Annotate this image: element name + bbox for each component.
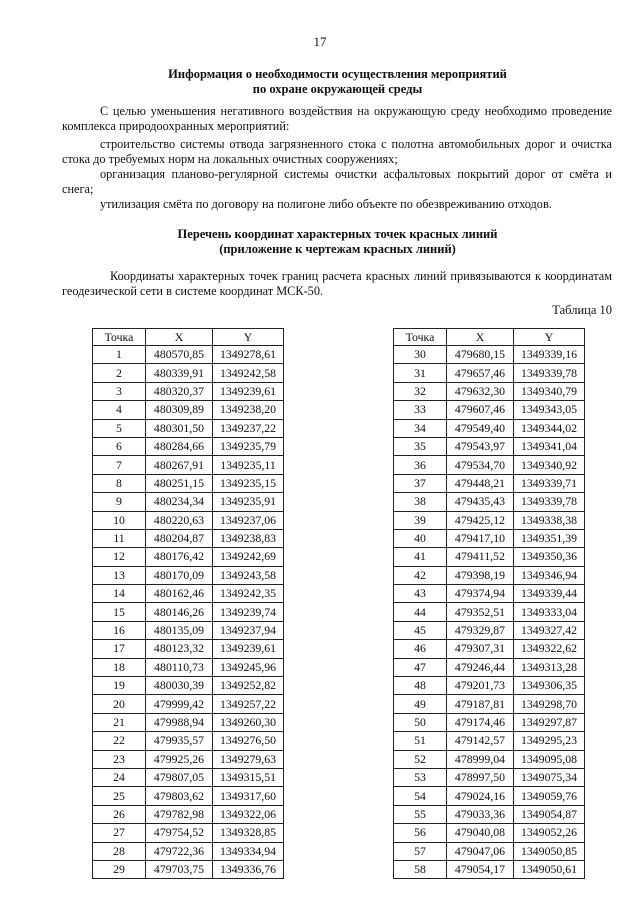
table-row — [394, 603, 585, 621]
cell-x: 479549,40 — [447, 419, 514, 437]
cell-point: 15 — [93, 603, 146, 621]
coordinates-table-right — [393, 328, 585, 879]
cell-y: 1349235,79 — [213, 437, 284, 455]
cell-y: 1349054,87 — [514, 805, 585, 823]
cell-x: 480301,50 — [146, 419, 213, 437]
cell-point: 5 — [93, 419, 146, 437]
cell-point: 53 — [394, 768, 447, 786]
cell-y: 1349327,42 — [514, 621, 585, 639]
cell-x: 479425,12 — [447, 511, 514, 529]
cell-y: 1349257,22 — [213, 695, 284, 713]
cell-point: 51 — [394, 732, 447, 750]
cell-x: 479054,17 — [447, 860, 514, 878]
table-row — [394, 640, 585, 658]
cell-point: 55 — [394, 805, 447, 823]
cell-y: 1349351,39 — [514, 529, 585, 547]
column-header-x: X — [146, 329, 213, 346]
cell-y: 1349252,82 — [213, 677, 284, 695]
cell-y: 1349346,94 — [514, 566, 585, 584]
table-row — [394, 805, 585, 823]
cell-point: 6 — [93, 437, 146, 455]
table-row — [93, 640, 284, 658]
cell-point: 29 — [93, 860, 146, 878]
cell-y: 1349295,23 — [514, 732, 585, 750]
table-row — [394, 768, 585, 786]
cell-point: 10 — [93, 511, 146, 529]
table-row — [93, 713, 284, 731]
table-row — [93, 437, 284, 455]
cell-x: 480146,26 — [146, 603, 213, 621]
cell-y: 1349235,11 — [213, 456, 284, 474]
cell-y: 1349317,60 — [213, 787, 284, 805]
cell-point: 42 — [394, 566, 447, 584]
cell-y: 1349245,96 — [213, 658, 284, 676]
cell-x: 480234,34 — [146, 493, 213, 511]
cell-x: 479435,43 — [447, 493, 514, 511]
table-row — [394, 474, 585, 492]
cell-y: 1349334,94 — [213, 842, 284, 860]
cell-x: 479607,46 — [447, 401, 514, 419]
table-row — [394, 750, 585, 768]
cell-x: 480320,37 — [146, 382, 213, 400]
cell-y: 1349237,22 — [213, 419, 284, 437]
cell-point: 52 — [394, 750, 447, 768]
cell-x: 480162,46 — [146, 585, 213, 603]
cell-point: 16 — [93, 621, 146, 639]
table-row — [394, 566, 585, 584]
cell-x: 480123,32 — [146, 640, 213, 658]
cell-point: 31 — [394, 364, 447, 382]
table-row — [394, 621, 585, 639]
cell-x: 479534,70 — [447, 456, 514, 474]
cell-y: 1349343,05 — [514, 401, 585, 419]
cell-x: 479040,08 — [447, 824, 514, 842]
cell-point: 1 — [93, 346, 146, 364]
table-row — [394, 713, 585, 731]
cell-x: 479352,51 — [447, 603, 514, 621]
section-title-line: Информация о необходимости осуществления мероприятий — [168, 67, 507, 81]
column-header-point: Точка — [394, 329, 447, 346]
table-row — [93, 382, 284, 400]
cell-point: 4 — [93, 401, 146, 419]
table-row — [394, 695, 585, 713]
cell-y: 1349315,51 — [213, 768, 284, 786]
cell-point: 7 — [93, 456, 146, 474]
table-row — [93, 529, 284, 547]
cell-x: 479307,31 — [447, 640, 514, 658]
cell-x: 479246,44 — [447, 658, 514, 676]
cell-point: 21 — [93, 713, 146, 731]
cell-x: 479754,52 — [146, 824, 213, 842]
cell-y: 1349242,69 — [213, 548, 284, 566]
cell-x: 480110,73 — [146, 658, 213, 676]
cell-y: 1349339,78 — [514, 364, 585, 382]
cell-y: 1349059,76 — [514, 787, 585, 805]
cell-point: 45 — [394, 621, 447, 639]
column-header-y: Y — [213, 329, 284, 346]
table-row — [394, 787, 585, 805]
table-row — [394, 529, 585, 547]
table-row — [93, 511, 284, 529]
cell-point: 50 — [394, 713, 447, 731]
cell-x: 480135,09 — [146, 621, 213, 639]
cell-y: 1349313,28 — [514, 658, 585, 676]
cell-y: 1349235,91 — [213, 493, 284, 511]
cell-y: 1349339,44 — [514, 585, 585, 603]
cell-y: 1349298,70 — [514, 695, 585, 713]
cell-point: 44 — [394, 603, 447, 621]
cell-y: 1349095,08 — [514, 750, 585, 768]
cell-y: 1349279,63 — [213, 750, 284, 768]
cell-point: 11 — [93, 529, 146, 547]
cell-x: 479680,15 — [447, 346, 514, 364]
paragraph-measure-cleaning: организация планово-регулярной системы очистки асфальтовых покрытий дорог от смёта и снега; — [62, 167, 612, 196]
cell-point: 3 — [93, 382, 146, 400]
cell-y: 1349239,61 — [213, 382, 284, 400]
cell-x: 479782,98 — [146, 805, 213, 823]
section-title-line: (приложение к чертежам красных линий) — [219, 242, 456, 256]
cell-x: 478999,04 — [447, 750, 514, 768]
cell-x: 480570,85 — [146, 346, 213, 364]
cell-x: 479174,46 — [447, 713, 514, 731]
cell-x: 479935,57 — [146, 732, 213, 750]
table-row — [394, 493, 585, 511]
cell-y: 1349050,85 — [514, 842, 585, 860]
cell-point: 35 — [394, 437, 447, 455]
table-row — [93, 695, 284, 713]
cell-y: 1349242,35 — [213, 585, 284, 603]
table-row — [394, 437, 585, 455]
coordinates-table-left — [92, 328, 284, 879]
table-row — [394, 419, 585, 437]
cell-y: 1349339,16 — [514, 346, 585, 364]
table-row — [394, 842, 585, 860]
cell-x: 480170,09 — [146, 566, 213, 584]
cell-x: 479703,75 — [146, 860, 213, 878]
cell-y: 1349235,15 — [213, 474, 284, 492]
table-row — [93, 768, 284, 786]
cell-y: 1349260,30 — [213, 713, 284, 731]
cell-point: 27 — [93, 824, 146, 842]
cell-x: 479657,46 — [447, 364, 514, 382]
cell-point: 32 — [394, 382, 447, 400]
cell-point: 56 — [394, 824, 447, 842]
cell-point: 18 — [93, 658, 146, 676]
cell-point: 2 — [93, 364, 146, 382]
section-title-environment — [60, 67, 615, 97]
table-row — [394, 658, 585, 676]
table-header-row — [394, 329, 585, 346]
table-caption: Таблица 10 — [552, 303, 612, 317]
cell-x: 479417,10 — [447, 529, 514, 547]
cell-point: 49 — [394, 695, 447, 713]
table-row — [93, 677, 284, 695]
table-row — [93, 732, 284, 750]
cell-y: 1349306,35 — [514, 677, 585, 695]
cell-point: 41 — [394, 548, 447, 566]
cell-y: 1349339,78 — [514, 493, 585, 511]
cell-point: 17 — [93, 640, 146, 658]
cell-y: 1349243,58 — [213, 566, 284, 584]
cell-x: 479047,06 — [447, 842, 514, 860]
table-row — [93, 566, 284, 584]
cell-y: 1349340,92 — [514, 456, 585, 474]
table-row — [93, 750, 284, 768]
table-row — [93, 419, 284, 437]
cell-point: 23 — [93, 750, 146, 768]
cell-y: 1349237,06 — [213, 511, 284, 529]
cell-y: 1349242,58 — [213, 364, 284, 382]
table-row — [93, 842, 284, 860]
cell-x: 479999,42 — [146, 695, 213, 713]
cell-point: 26 — [93, 805, 146, 823]
cell-x: 480339,91 — [146, 364, 213, 382]
cell-point: 54 — [394, 787, 447, 805]
table-row — [93, 585, 284, 603]
column-header-y: Y — [514, 329, 585, 346]
table-row — [394, 548, 585, 566]
cell-x: 479543,97 — [447, 437, 514, 455]
cell-x: 479142,57 — [447, 732, 514, 750]
cell-point: 39 — [394, 511, 447, 529]
paragraph-measure-drainage: строительство системы отвода загрязненного стока с полотна автомобильных дорог и очистка стока до требуемых норм на локальных очистных сооружениях; — [62, 137, 612, 166]
paragraph-measure-disposal: утилизация смёта по договору на полигоне либо объекте по обезвреживанию отходов. — [100, 197, 552, 211]
cell-point: 14 — [93, 585, 146, 603]
cell-x: 479448,21 — [447, 474, 514, 492]
cell-x: 480309,89 — [146, 401, 213, 419]
cell-y: 1349333,04 — [514, 603, 585, 621]
table-row — [394, 511, 585, 529]
cell-y: 1349237,94 — [213, 621, 284, 639]
cell-y: 1349276,50 — [213, 732, 284, 750]
cell-y: 1349239,61 — [213, 640, 284, 658]
cell-y: 1349338,38 — [514, 511, 585, 529]
section-title-line: по охране окружающей среды — [252, 82, 423, 96]
table-row — [394, 677, 585, 695]
cell-x: 478997,50 — [447, 768, 514, 786]
cell-x: 480176,42 — [146, 548, 213, 566]
cell-x: 480251,15 — [146, 474, 213, 492]
cell-x: 480204,87 — [146, 529, 213, 547]
table-row — [394, 382, 585, 400]
cell-x: 479722,36 — [146, 842, 213, 860]
cell-y: 1349350,36 — [514, 548, 585, 566]
table-row — [93, 860, 284, 878]
table-row — [93, 346, 284, 364]
cell-x: 479398,19 — [447, 566, 514, 584]
column-header-point: Точка — [93, 329, 146, 346]
cell-y: 1349239,74 — [213, 603, 284, 621]
section-title-line: Перечень координат характерных точек красных линий — [177, 227, 498, 241]
cell-point: 48 — [394, 677, 447, 695]
cell-y: 1349075,34 — [514, 768, 585, 786]
cell-y: 1349344,02 — [514, 419, 585, 437]
cell-y: 1349322,62 — [514, 640, 585, 658]
cell-y: 1349340,79 — [514, 382, 585, 400]
cell-x: 479803,62 — [146, 787, 213, 805]
cell-x: 479033,36 — [447, 805, 514, 823]
cell-point: 34 — [394, 419, 447, 437]
cell-x: 479988,94 — [146, 713, 213, 731]
cell-point: 38 — [394, 493, 447, 511]
cell-y: 1349341,04 — [514, 437, 585, 455]
cell-point: 24 — [93, 768, 146, 786]
cell-x: 479201,73 — [447, 677, 514, 695]
table-row — [394, 346, 585, 364]
cell-point: 9 — [93, 493, 146, 511]
cell-x: 479411,52 — [447, 548, 514, 566]
cell-y: 1349052,26 — [514, 824, 585, 842]
table-row — [93, 493, 284, 511]
cell-y: 1349336,76 — [213, 860, 284, 878]
cell-point: 8 — [93, 474, 146, 492]
cell-x: 480284,66 — [146, 437, 213, 455]
cell-y: 1349328,85 — [213, 824, 284, 842]
cell-point: 40 — [394, 529, 447, 547]
cell-point: 20 — [93, 695, 146, 713]
cell-x: 479329,87 — [447, 621, 514, 639]
cell-point: 47 — [394, 658, 447, 676]
cell-x: 480267,91 — [146, 456, 213, 474]
page-number: 17 — [313, 34, 327, 49]
cell-x: 480220,63 — [146, 511, 213, 529]
cell-point: 58 — [394, 860, 447, 878]
cell-point: 22 — [93, 732, 146, 750]
table-row — [394, 860, 585, 878]
cell-y: 1349322,06 — [213, 805, 284, 823]
cell-x: 480030,39 — [146, 677, 213, 695]
table-row — [93, 603, 284, 621]
cell-point: 33 — [394, 401, 447, 419]
table-header-row — [93, 329, 284, 346]
cell-point: 30 — [394, 346, 447, 364]
cell-point: 25 — [93, 787, 146, 805]
cell-x: 479807,05 — [146, 768, 213, 786]
cell-x: 479374,94 — [447, 585, 514, 603]
cell-point: 36 — [394, 456, 447, 474]
cell-y: 1349050,61 — [514, 860, 585, 878]
cell-x: 479925,26 — [146, 750, 213, 768]
table-row — [394, 585, 585, 603]
table-row — [93, 787, 284, 805]
table-row — [93, 658, 284, 676]
cell-point: 57 — [394, 842, 447, 860]
table-row — [93, 401, 284, 419]
cell-x: 479187,81 — [447, 695, 514, 713]
paragraph-coordinates: Координаты характерных точек границ расчета красных линий привязываются к координатам геодезической сети в системе координат МСК-50. — [62, 269, 612, 298]
cell-point: 13 — [93, 566, 146, 584]
cell-point: 37 — [394, 474, 447, 492]
section-title-coordinates — [60, 227, 615, 257]
cell-point: 43 — [394, 585, 447, 603]
table-row — [394, 732, 585, 750]
cell-y: 1349339,71 — [514, 474, 585, 492]
table-row — [394, 364, 585, 382]
cell-y: 1349238,83 — [213, 529, 284, 547]
table-row — [93, 474, 284, 492]
cell-x: 479024,16 — [447, 787, 514, 805]
table-row — [93, 805, 284, 823]
table-row — [394, 824, 585, 842]
cell-y: 1349278,61 — [213, 346, 284, 364]
cell-point: 46 — [394, 640, 447, 658]
column-header-x: X — [447, 329, 514, 346]
cell-y: 1349238,20 — [213, 401, 284, 419]
table-row — [93, 364, 284, 382]
table-row — [394, 456, 585, 474]
table-row — [93, 456, 284, 474]
table-row — [93, 548, 284, 566]
cell-point: 19 — [93, 677, 146, 695]
cell-point: 12 — [93, 548, 146, 566]
cell-y: 1349297,87 — [514, 713, 585, 731]
table-row — [93, 824, 284, 842]
cell-point: 28 — [93, 842, 146, 860]
table-row — [394, 401, 585, 419]
paragraph-intro: С целью уменьшения негативного воздействия на окружающую среду необходимо проведение комплекса природоохранных мероприятий: — [62, 104, 612, 133]
cell-x: 479632,30 — [447, 382, 514, 400]
table-row — [93, 621, 284, 639]
